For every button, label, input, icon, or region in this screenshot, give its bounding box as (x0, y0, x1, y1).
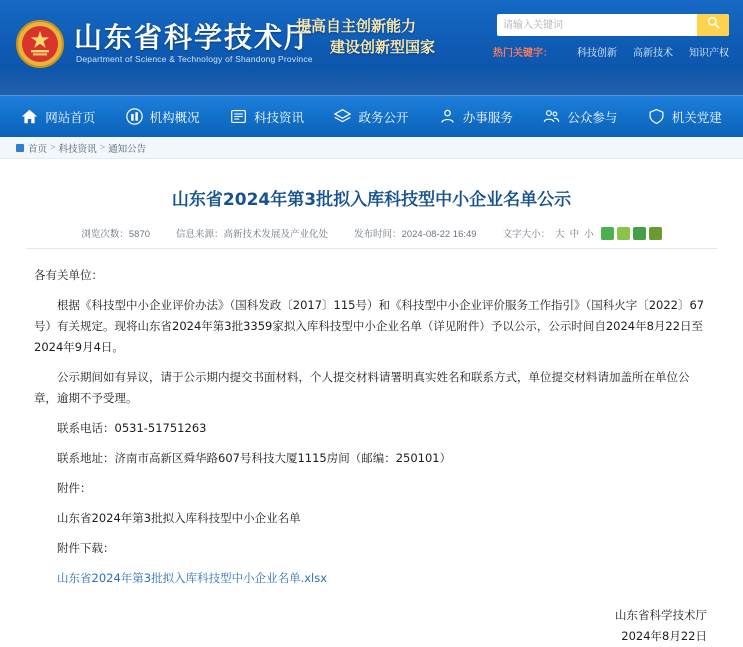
article-signature (0, 605, 743, 647)
nav-item-news[interactable] (215, 96, 319, 137)
site-header (0, 0, 743, 95)
main-nav (0, 95, 743, 137)
article-paragraph-2: 公示期间如有异议，请于公示期内提交书面材料，个人提交材料请署明真实姓名和联系方式，单位提交材料请加盖所在单位公章，逾期不予受理。 (34, 370, 690, 405)
slogan-line-2: 建设创新型国家 (330, 38, 436, 56)
nav-item-party[interactable] (633, 96, 737, 137)
nav-item-home[interactable] (6, 96, 110, 137)
article (0, 185, 743, 647)
home-icon (16, 144, 24, 152)
nav-label-service: 办事服务 (462, 109, 513, 125)
building-icon (126, 108, 143, 125)
views-label: 浏览次数： (81, 229, 129, 240)
time-value: 2024-08-22 16:49 (401, 229, 477, 240)
people-icon (543, 108, 560, 125)
layers-icon (334, 108, 351, 125)
article-body (34, 265, 709, 589)
hot-keyword-2[interactable]: 知识产权 (689, 48, 729, 59)
signature-date: 2024年8月22日 (621, 629, 707, 643)
hot-keyword-0[interactable]: 科技创新 (577, 48, 617, 59)
hot-keyword-1[interactable]: 高新技术 (633, 48, 673, 59)
signature-org: 山东省科学技术厅 (615, 608, 707, 622)
article-paragraph-1: 根据《科技型中小企业评价办法》（国科发政〔2017〕115号）和《科技型中小企业评价服务工作指引》（国科火字〔2022〕67号）有关规定。现将山东省2024年第3批3359家拟入库科技型中小企业名单（详见附件）予以公示，公示时间自2024年8月22日至2024年9月4日。 (34, 298, 705, 354)
shield-icon (648, 108, 665, 125)
breadcrumb-item-1[interactable]: 科技资讯 (58, 143, 97, 155)
hot-keywords (493, 44, 729, 59)
nav-label-public: 公众参与 (567, 109, 618, 125)
search-input[interactable] (497, 15, 697, 35)
source-meta (176, 226, 328, 240)
publish-time-meta (354, 226, 477, 240)
home-icon (21, 108, 38, 125)
breadcrumb-item-0[interactable]: 首页 (28, 143, 48, 155)
article-meta (26, 226, 717, 249)
person-icon (439, 108, 456, 125)
search-button[interactable] (697, 14, 729, 36)
nav-label-news: 科技资讯 (254, 109, 305, 125)
weibo-icon[interactable] (617, 227, 630, 240)
attachment-download-link[interactable]: 山东省2024年第3批拟入库科技型中小企业名单.xlsx (57, 571, 328, 585)
share-icons (601, 227, 662, 240)
source-label: 信息来源： (176, 229, 224, 240)
news-icon (230, 108, 247, 125)
fontsize-label: 文字大小： (502, 229, 551, 240)
article-paragraph-3: 联系电话：0531-51751263 (57, 421, 207, 435)
site-subtitle-en: Department of Science & Technology of Shandong Province (76, 54, 313, 64)
nav-item-service[interactable] (424, 96, 528, 137)
page-title: 山东省2024年第3批拟入库科技型中小企业名单公示 (171, 190, 572, 210)
national-emblem-icon (14, 18, 66, 70)
article-paragraph-4: 联系地址：济南市高新区舜华路607号科技大厦1115房间（邮编：250101） (57, 451, 452, 465)
slogan-line-1: 提高自主创新能力 (296, 17, 417, 35)
article-paragraph-0: 各有关单位： (34, 268, 103, 282)
font-size-control (503, 226, 662, 240)
article-paragraph-7: 附件下载： (57, 541, 115, 555)
search-box[interactable] (497, 14, 729, 36)
article-paragraph-6: 山东省2024年第3批拟入库科技型中小企业名单 (57, 511, 301, 525)
nav-item-public[interactable] (528, 96, 632, 137)
hot-keywords-label: 热门关键字： (493, 48, 553, 59)
nav-label-party: 机关党建 (671, 109, 722, 125)
nav-label-about: 机构概况 (149, 109, 200, 125)
breadcrumb-item-2[interactable]: 通知公告 (108, 143, 147, 155)
qq-icon[interactable] (633, 227, 646, 240)
search-icon (707, 16, 720, 34)
article-paragraph-5: 附件： (57, 481, 92, 495)
nav-item-openaffairs[interactable] (319, 96, 423, 137)
fontsize-medium[interactable]: 中 (569, 229, 580, 240)
views-value: 5870 (128, 229, 151, 240)
nav-label-openaffairs: 政务公开 (358, 109, 409, 125)
header-slogan (296, 16, 435, 58)
site-title: 山东省科学技术厅 (74, 21, 315, 54)
source-value: 高新技术发展及产业化处 (223, 229, 329, 240)
time-label: 发布时间： (354, 229, 402, 240)
douban-icon[interactable] (649, 227, 662, 240)
weixin-icon[interactable] (601, 227, 614, 240)
breadcrumb-separator: > (99, 142, 106, 153)
fontsize-large[interactable]: 大 (555, 229, 565, 240)
nav-label-home: 网站首页 (45, 109, 96, 125)
breadcrumb-separator: > (50, 142, 56, 153)
views-meta (81, 226, 150, 240)
nav-item-about[interactable] (110, 96, 214, 137)
fontsize-small[interactable]: 小 (584, 229, 594, 240)
breadcrumb (0, 137, 743, 159)
